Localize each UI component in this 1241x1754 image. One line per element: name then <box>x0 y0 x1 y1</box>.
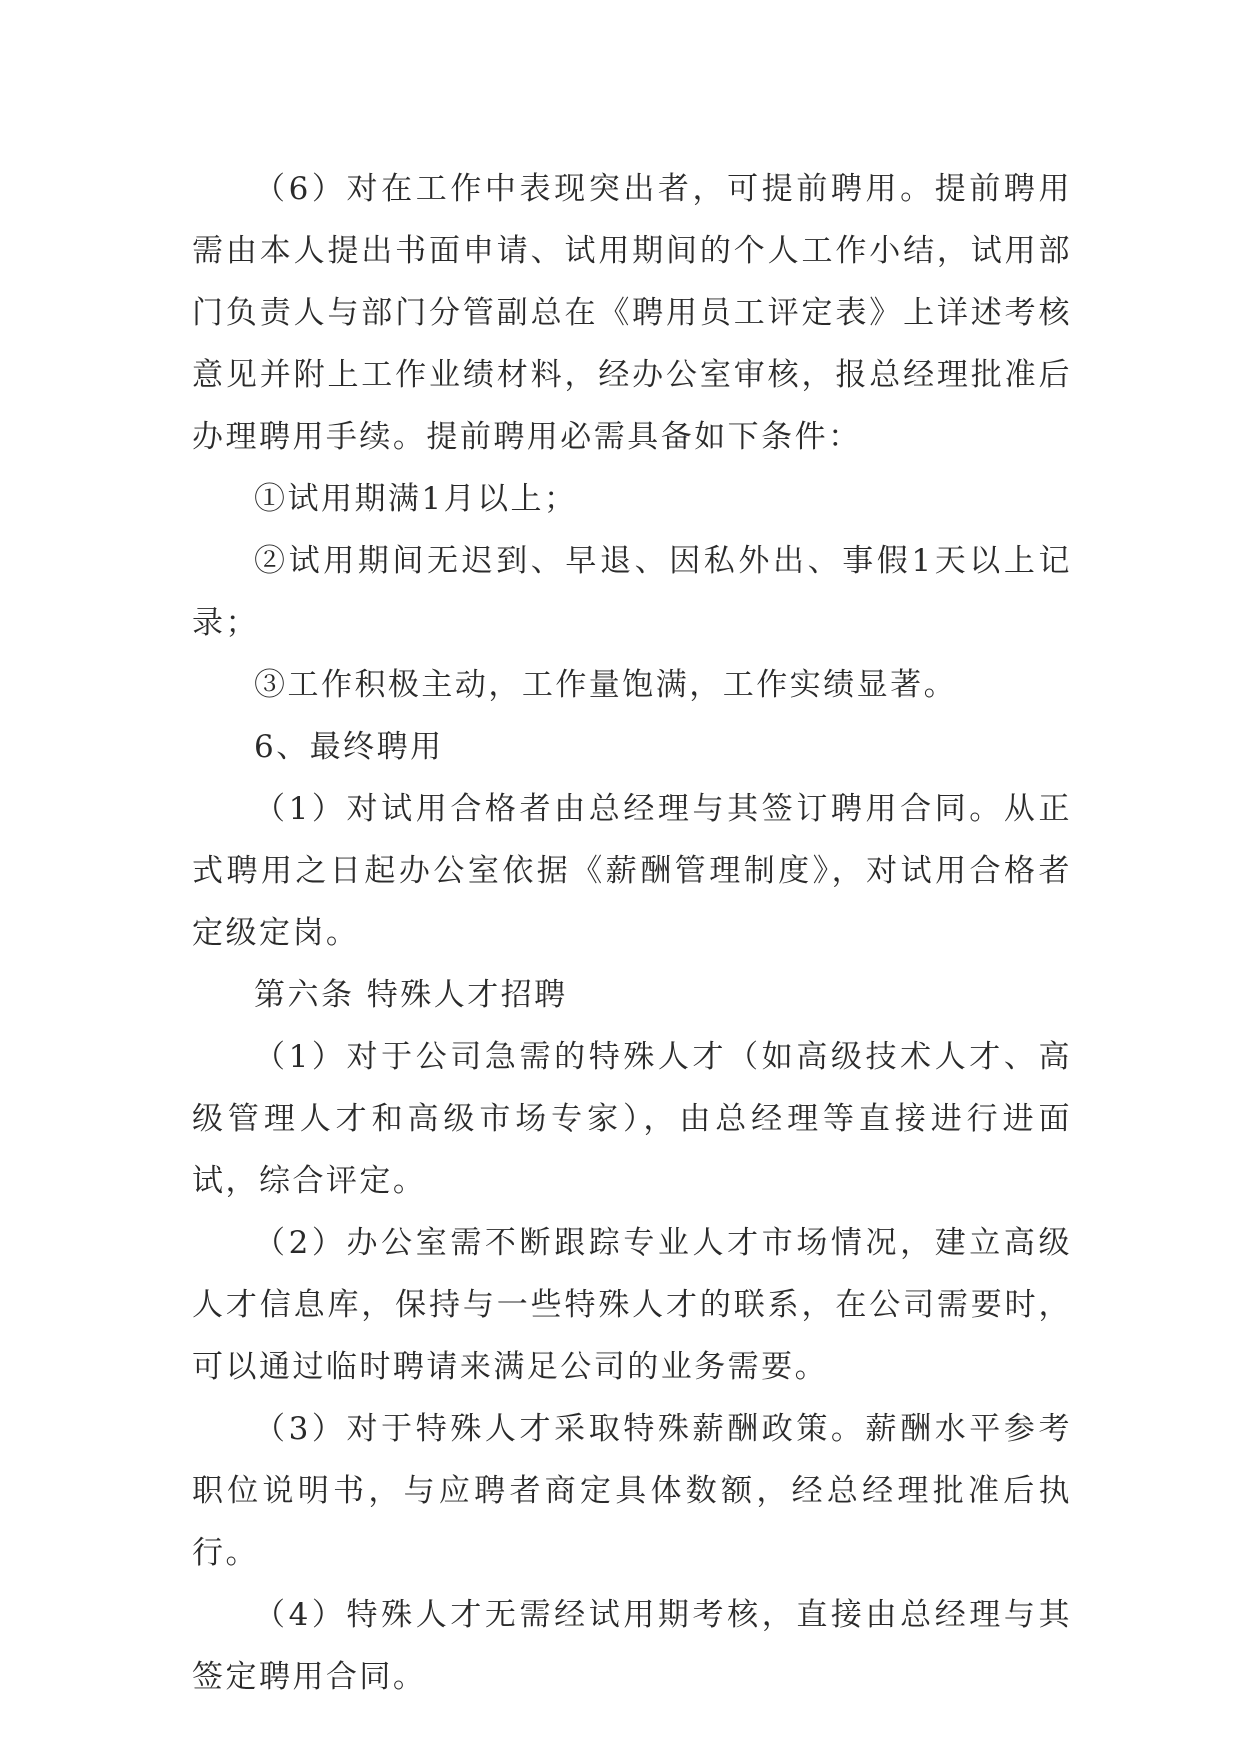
condition-2: ②试用期间无迟到、早退、因私外出、事假1天以上记录； <box>192 543 1072 641</box>
paragraph-special-talent-3: （3）对于特殊人才采取特殊薪酬政策。薪酬水平参考职位说明书，与应聘者商定具体数额，经总经理批准后执行。 <box>192 1411 1072 1571</box>
condition-3: ③工作积极主动，工作量饱满，工作实绩显著。 <box>254 667 958 703</box>
document-body <box>192 158 1072 1708</box>
paragraph-special-talent-2: （2）办公室需不断跟踪专业人才市场情况，建立高级人才信息库，保持与一些特殊人才的联系，在公司需要时，可以通过临时聘请来满足公司的业务需要。 <box>192 1225 1072 1385</box>
article-heading-special-talent: 第六条 特殊人才招聘 <box>254 977 568 1013</box>
paragraph-final-hire-1: （1）对试用合格者由总经理与其签订聘用合同。从正式聘用之日起办公室依据《薪酬管理制度》，对试用合格者定级定岗。 <box>192 791 1072 951</box>
paragraph-early-hire: （6）对在工作中表现突出者，可提前聘用。提前聘用需由本人提出书面申请、试用期间的个人工作小结，试用部门负责人与部门分管副总在《聘用员工评定表》上详述考核意见并附上工作业绩材料，经办公室审核，报总经理批准后办理聘用手续。提前聘用必需具备如下条件： <box>192 171 1072 455</box>
section-heading-final-hire: 6、最终聘用 <box>254 729 444 765</box>
paragraph-special-talent-1: （1）对于公司急需的特殊人才（如高级技术人才、高级管理人才和高级市场专家），由总经理等直接进行进面试，综合评定。 <box>192 1039 1072 1199</box>
condition-1: ①试用期满1月以上； <box>254 481 578 517</box>
paragraph-special-talent-4: （4）特殊人才无需经试用期考核，直接由总经理与其签定聘用合同。 <box>192 1597 1072 1695</box>
